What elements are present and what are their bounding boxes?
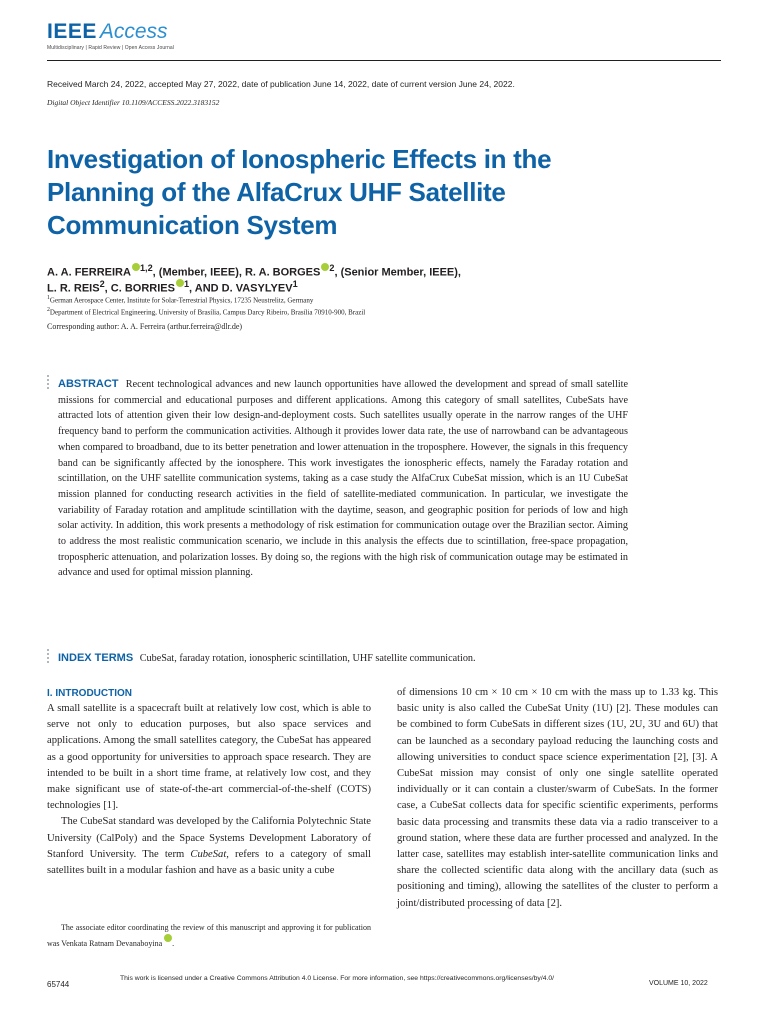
emphasis-text: CubeSat <box>190 848 227 860</box>
journal-logo <box>47 20 174 51</box>
abstract-text: Recent technological advances and new launch opportunities have allowed the development and spread of small satellite missions for commercial and educational purposes and different applications. Among this category of small satellites, CubeSats have attracted lots of attention given their low design-and-deployment costs. Such satellites usually operate in the narrow ranges of the UHF frequency band to perform the communication activities. Although it provides lower data rate, the use of narrowband can be advantageous when compared to broadband, due to its better penetration and lower attenuation in the troposphere. However, the signals in this frequency band can be significantly affected by the ionosphere. This work investigates the ionospheric effects, namely the Faraday rotation and scintillation, on the UHF satellite communication systems, taking as a case study the AlfaCrux CubeSat mission, which is an 1U CubeSat mission planned for conducting research activities in the field of satellite-mediated communication. In particular, we investigate the variability of Faraday rotation and amplitude scintillation with the daytime, season, and geographic position for periods of low and high solar activity. In addition, this work presents a methodology of risk estimation for communication outage over the Brazilian sector. Aiming to address the most realistic communication scenario, we include in this analysis the effects due to scintillation, free-space propagation, tropospheric attenuation, and polarization losses. By doing so, the regions with the high risk of communication outage may be estimated in advance and used for optimal mission planning. <box>58 379 628 579</box>
title-line: Communication System <box>47 210 338 240</box>
author-name: A. A. FERREIRA <box>47 266 131 279</box>
author-line-2 <box>47 279 298 295</box>
index-terms-heading: INDEX TERMS <box>58 652 134 664</box>
affiliation-text: German Aerospace Center, Institute for Solar-Terrestrial Physics, 17235 Neustrelitz, Germany <box>49 296 314 305</box>
affiliation-ref: 2 <box>329 263 335 273</box>
title-line: Planning of the AlfaCrux UHF Satellite <box>47 177 506 207</box>
logo-ieee: IEEE <box>47 20 97 43</box>
received-dates: Received March 24, 2022, accepted May 27, 2022, date of publication June 14, 2022, date of current version June 24, 2022. <box>47 79 515 89</box>
affiliation-ref: 1,2 <box>139 263 153 273</box>
logo-tagline: Multidisciplinary | Rapid Review | Open Access Journal <box>47 45 174 51</box>
logo-access: Access <box>99 20 168 43</box>
index-terms-text: CubeSat, faraday rotation, ionospheric scintillation, UHF satellite communication. <box>139 653 476 664</box>
index-terms <box>58 651 628 666</box>
author-text: , (Senior Member, IEEE), <box>334 266 461 279</box>
volume-label: VOLUME 10, 2022 <box>649 980 708 987</box>
author-line-1 <box>47 263 461 279</box>
section-heading: I. INTRODUCTION <box>47 688 132 699</box>
license-text[interactable]: This work is licensed under a Creative Commons Attribution 4.0 License. For more information, see https://creativecommons.org/licenses/by/4.0/ <box>120 975 555 982</box>
author-name: L. R. REIS <box>47 282 100 295</box>
header-rule <box>47 60 721 61</box>
paragraph-text: The CubeSat standard was developed by the California Polytechnic State University (CalPoly) and the Space Systems Development Laboratory of Stanford University. The term <box>47 816 371 860</box>
affiliation-number: 1 <box>47 295 50 301</box>
author-text: , (Member, IEEE), R. A. BORGES <box>152 266 321 279</box>
footnote: The associate editor coordinating the review of this manuscript and approving it for publication was Venkata Ratnam Devanaboyina . <box>47 923 371 948</box>
affiliation-ref: 1 <box>292 279 298 289</box>
affiliation-ref: 1 <box>183 279 190 289</box>
body-column-right <box>397 685 718 912</box>
abstract-marker-icon <box>47 375 50 391</box>
affiliation-1 <box>47 295 313 304</box>
orcid-icon[interactable] <box>321 263 329 271</box>
abstract-heading: ABSTRACT <box>58 378 119 390</box>
paragraph-text: , refers to a category of small satellites built in a modular fashion and have as a basic unity a cube <box>47 848 371 877</box>
page-number: 65744 <box>47 980 70 989</box>
paragraph: A small satellite is a spacecraft built at relatively low cost, which is able to serve not only to education purposes, but also space services and applications. Among the small satellites category, the CubeSat has appeared as a good opportunity for universities to approach space research. They are intended to be built in a short time frame, at relatively low cost, and they make significant use of state-of-the-art commercial-of-the-shelf (COTS) technologies [1]. <box>47 703 371 812</box>
doi[interactable]: Digital Object Identifier 10.1109/ACCESS.2022.3183152 <box>47 98 220 107</box>
affiliation-text: Department of Electrical Engineering, University of Brasília, Campus Darcy Ribeiro, Brasília 70910-900, Brazil <box>49 308 366 317</box>
affiliation-2 <box>47 307 365 316</box>
orcid-icon[interactable] <box>132 263 140 271</box>
paragraph <box>47 814 371 879</box>
paper-title <box>47 143 607 242</box>
corresponding-author: Corresponding author: A. A. Ferreira (arthur.ferreira@dlr.de) <box>47 322 243 331</box>
body-column-left <box>47 701 371 879</box>
orcid-icon[interactable] <box>176 279 184 287</box>
author-text: , AND D. VASYLYEV <box>189 282 293 295</box>
author-text: , C. BORRIES <box>104 282 175 295</box>
title-line: Investigation of Ionospheric Effects in the <box>47 144 552 174</box>
footnote-text: The associate editor coordinating the review of this manuscript and approving it for publication was Venkata Ratnam Devanaboyina <box>47 923 371 948</box>
index-terms-marker-icon <box>47 649 50 665</box>
abstract <box>58 377 628 581</box>
affiliation-number: 2 <box>47 307 50 313</box>
affiliation-ref: 2 <box>99 279 105 289</box>
paragraph: of dimensions 10 cm × 10 cm × 10 cm with the mass up to 1.33 kg. This basic unity is also called the CubeSat Unity (1U) [2]. These modules can be combined to form CubeSats in different sizes (1U, 2U, 3U and 6U) that can be launched as a secondary payload reducing the launching costs and allowing universities to conduct space science experimentation [2], [3]. A CubeSat mission may consist of only one single satellite operated individually or it can contain a cluster/swarm of CubeSats. In the former case, a CubeSat collects data for specific scientific experiments, performs basic data processing and transmits these data via a radio transceiver to a ground station, where these data are further processed and analyzed. In the latter case, satellites may establish inter-satellite communication links and share the collected scientific data along with the ancillary data (such as positioning and timing), allowing the satellites of the cluster to perform a joint/distributed processing of data [2]. <box>397 687 718 909</box>
orcid-icon[interactable] <box>164 934 172 942</box>
